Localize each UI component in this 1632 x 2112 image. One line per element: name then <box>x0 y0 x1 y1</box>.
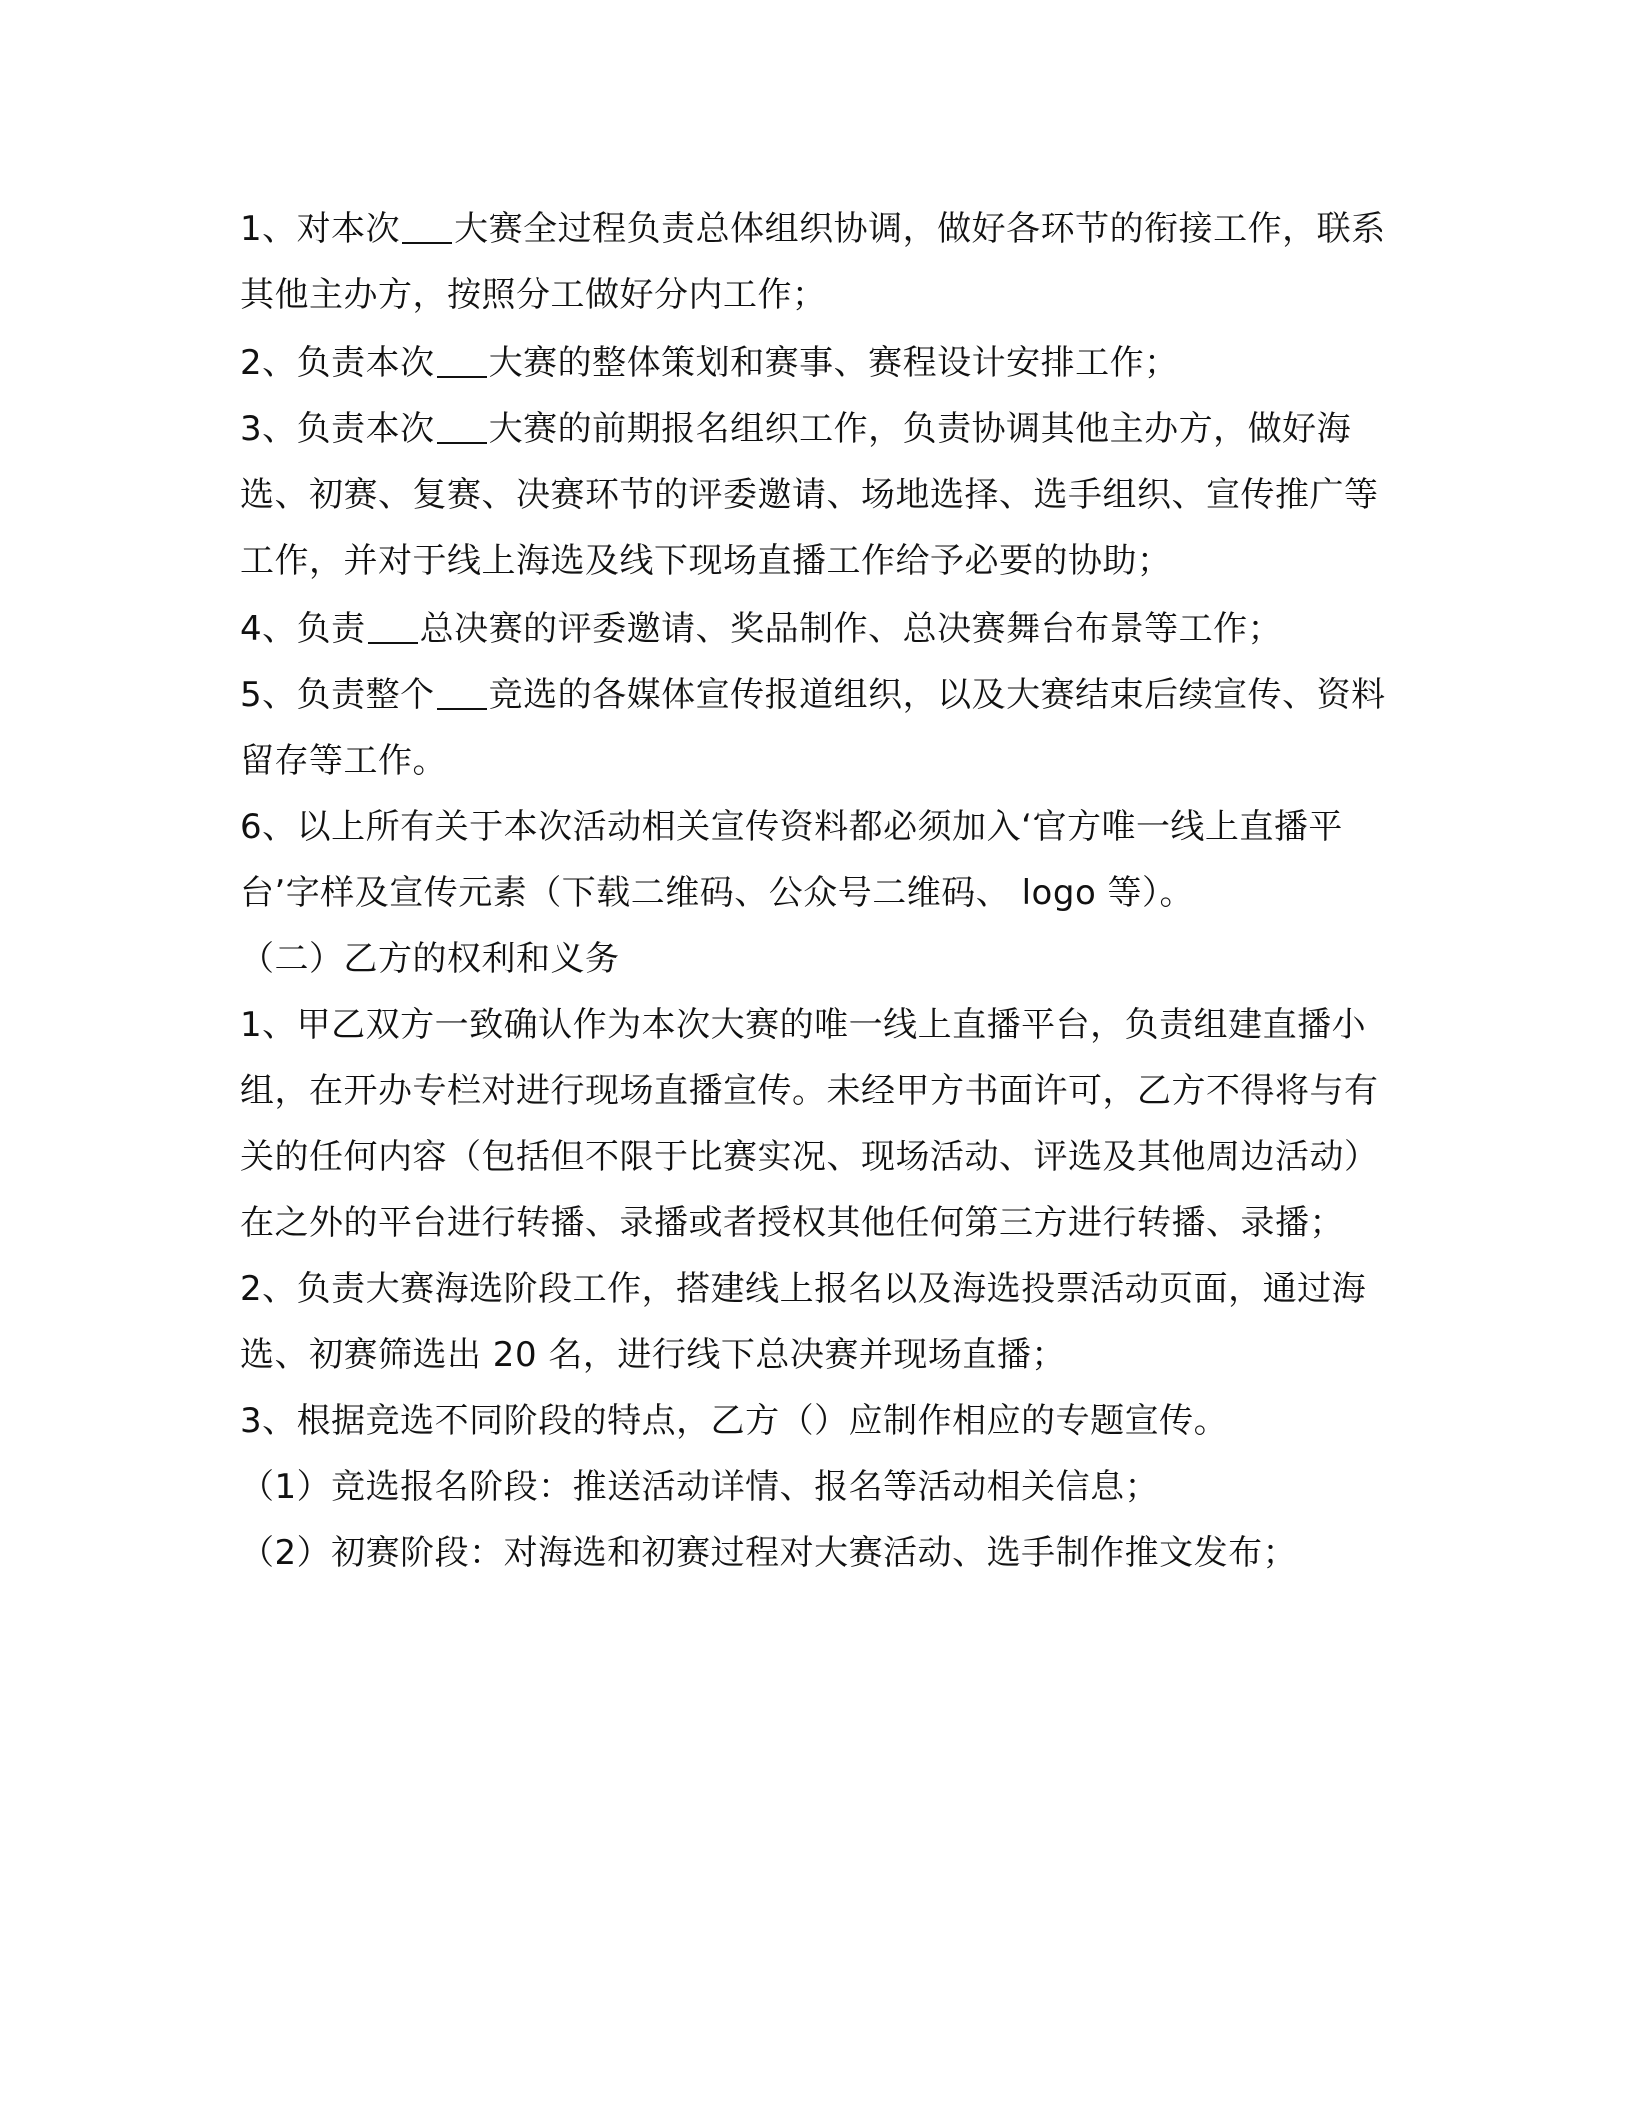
clause-2-rest: 大赛的整体策划和赛事、赛程设计安排工作； <box>488 343 1179 383</box>
clause-2 <box>240 330 1400 396</box>
fill-blank <box>437 346 487 378</box>
party-b-clause-3-item-2: （2）初赛阶段：对海选和初赛过程对大赛活动、选手制作推文发布； <box>240 1533 1298 1573</box>
clause-3-rest: 大赛的前期报名组织工作，负责协调其他主办方，做好海选、初赛、复赛、决赛环节的评委邀请、场地选择、选手组织、宣传推广等工作，并对于线上海选及线下现场直播工作给予必要的协助； <box>240 409 1379 581</box>
section-heading: （二）乙方的权利和义务 <box>240 939 620 979</box>
clause-2-start: 2、负责本次 <box>240 343 435 383</box>
clause-5-start: 5、负责整个 <box>240 675 435 715</box>
clause-4 <box>240 596 1400 662</box>
clause-4-start: 4、负责 <box>240 609 366 649</box>
clause-1-start: 1、对本次 <box>240 209 401 249</box>
fill-blank <box>437 678 487 710</box>
party-b-clause-2: 2、负责大赛海选阶段工作，搭建线上报名以及海选投票活动页面，通过海选、初赛筛选出 20 名，进行线下总决赛并现场直播； <box>240 1269 1367 1375</box>
clause-1-rest: 大赛全过程负责总体组织协调，做好各环节的衔接工作，联系其他主办方，按照分工做好分内工作； <box>240 209 1386 315</box>
party-b-clause-3: 3、根据竞选不同阶段的特点，乙方（）应制作相应的专题宣传。 <box>240 1401 1229 1441</box>
fill-blank <box>368 612 418 644</box>
document-body <box>240 196 1400 1586</box>
clause-3 <box>240 396 1400 594</box>
clause-3-start: 3、负责本次 <box>240 409 435 449</box>
clause-4-rest: 总决赛的评委邀请、奖品制作、总决赛舞台布景等工作； <box>419 609 1283 649</box>
fill-blank <box>437 412 487 444</box>
party-b-clause-1: 1、甲乙双方一致确认作为本次大赛的唯一线上直播平台，负责组建直播小组，在开办专栏对进行现场直播宣传。未经甲方书面许可，乙方不得将与有关的任何内容（包括但不限于比赛实况、现场活动、评选及其他周边活动）在之外的平台进行转播、录播或者授权其他任何第三方进行转播、录播； <box>240 1005 1379 1243</box>
clause-5-rest: 竞选的各媒体宣传报道组织，以及大赛结束后续宣传、资料留存等工作。 <box>240 675 1386 781</box>
clause-6: 6、以上所有关于本次活动相关宣传资料都必须加入‘官方唯一线上直播平台’字样及宣传元素（下载二维码、公众号二维码、 logo 等）。 <box>240 807 1343 913</box>
fill-blank <box>402 212 452 244</box>
party-b-clause-3-item-1: （1）竞选报名阶段：推送活动详情、报名等活动相关信息； <box>240 1467 1160 1507</box>
clause-5 <box>240 662 1400 794</box>
clause-1 <box>240 196 1400 328</box>
